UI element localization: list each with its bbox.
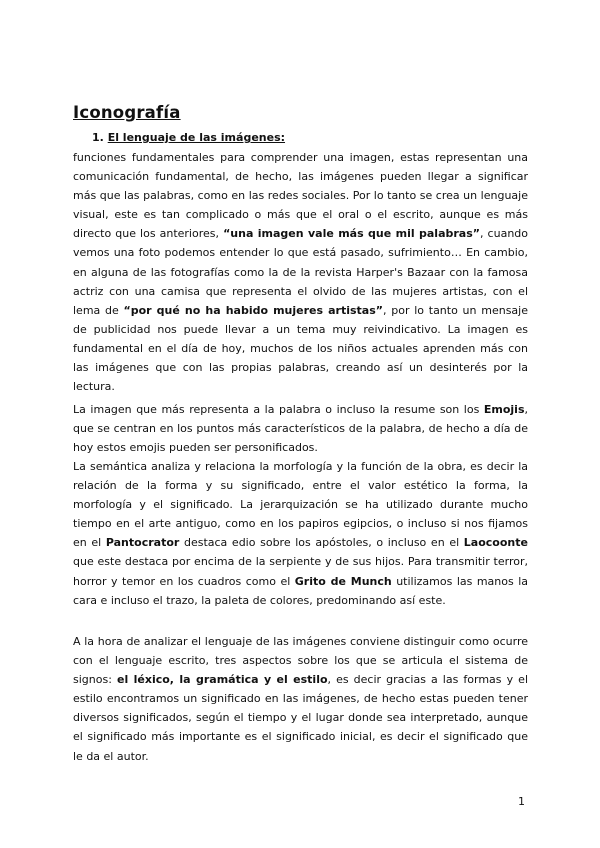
paragraph-1-text-3: , por lo tanto un mensaje de publicidad nos puede llevar a un tema muy reivindicativo. La imagen es fundamental en el día de hoy, muchos de los niños actuales aprenden más con las imágenes que con las propias palabras, creando así un desinterés por la lectura. [73, 303, 528, 394]
document-title: Iconografía [73, 103, 181, 122]
section-heading-text: El lenguaje de las imágenes: [107, 131, 286, 144]
paragraph-3 [73, 457, 528, 610]
paragraph-1 [73, 148, 528, 396]
paragraph-2-text-1: La imagen que más representa a la palabra o incluso la resume son los [73, 403, 484, 416]
paragraph-1-bold-quote-2: “por qué no ha habido mujeres artistas” [123, 303, 384, 317]
section-number: 1. [92, 131, 104, 144]
paragraph-1-text-1: funciones fundamentales para comprender una imagen, estas representan una comunicación fundamental, de hecho, las imágenes pueden llegar a significar más que las palabras, como en las redes sociales. Por lo tanto se crea un lenguaje visual, este es tan complicado o más que el oral o el escrito, aunque es más directo que los anteriores, [73, 151, 528, 241]
page-number: 1 [518, 795, 525, 808]
paragraph-3-text-1: La semántica analiza y relaciona la morfología y la función de la obra, es decir la relación de la forma y su significado, entre el valor estético la forma, la morfología y el significado. La jerarquización se ha utilizado durante mucho tiempo en el arte antiguo, como en los papiros egipcios, o incluso si nos fijamos en el [73, 460, 528, 550]
paragraph-3-bold-pantocrator: Pantocrator [105, 536, 180, 550]
paragraph-4-text-1: A la hora de analizar el lenguaje de las imágenes conviene distinguir como ocurre con el lenguaje escrito, tres aspectos sobre los que se articula el sistema de signos: [73, 635, 528, 687]
paragraph-4-bold-aspects: el léxico, la gramática y el estilo [116, 673, 328, 687]
paragraph-2 [73, 400, 528, 457]
paragraph-3-text-3: que este destaca por encima de la serpiente y de sus hijos. Para transmitir terror, horror y temor en los cuadros como el [73, 555, 528, 588]
paragraph-1-text-2: , cuando vemos una foto podemos entender lo que está pasado, sufrimiento… En cambio, en alguna de las fotografías como la de la revista Harper's Bazaar con la famosa actriz con una camisa que representa el olvido de las mujeres artistas, con el lema de [73, 227, 529, 317]
paragraph-3-text-4: utilizamos las manos la cara e incluso el trazo, la paleta de colores, predominando así este. [73, 574, 528, 607]
paragraph-4-text-2: , es decir gracias a las formas y el estilo encontramos un significado en las imágenes, de hecho estas pueden tener diversos significados, según el tiempo y el lugar donde sea interpretado, aunque el significado más importante es el significado inicial, es decir el significado que le da el autor. [73, 673, 529, 763]
paragraph-3-bold-grito-de-munch: Grito de Munch [294, 574, 392, 588]
paragraph-3-text-2: destaca edio sobre los apóstoles, o incluso en el [179, 536, 464, 550]
section-heading [92, 131, 285, 144]
paragraph-2-bold-emojis: Emojis [483, 403, 525, 416]
paragraph-3-bold-laocoonte: Laocoonte [463, 536, 528, 550]
paragraph-4 [73, 632, 528, 766]
paragraph-1-bold-quote-1: “una imagen vale más que mil palabras” [223, 227, 480, 241]
paragraph-2-text-2: , que se centran en los puntos más característicos de la palabra, de hecho a día de hoy estos emojis pueden ser personificados. [73, 403, 528, 455]
